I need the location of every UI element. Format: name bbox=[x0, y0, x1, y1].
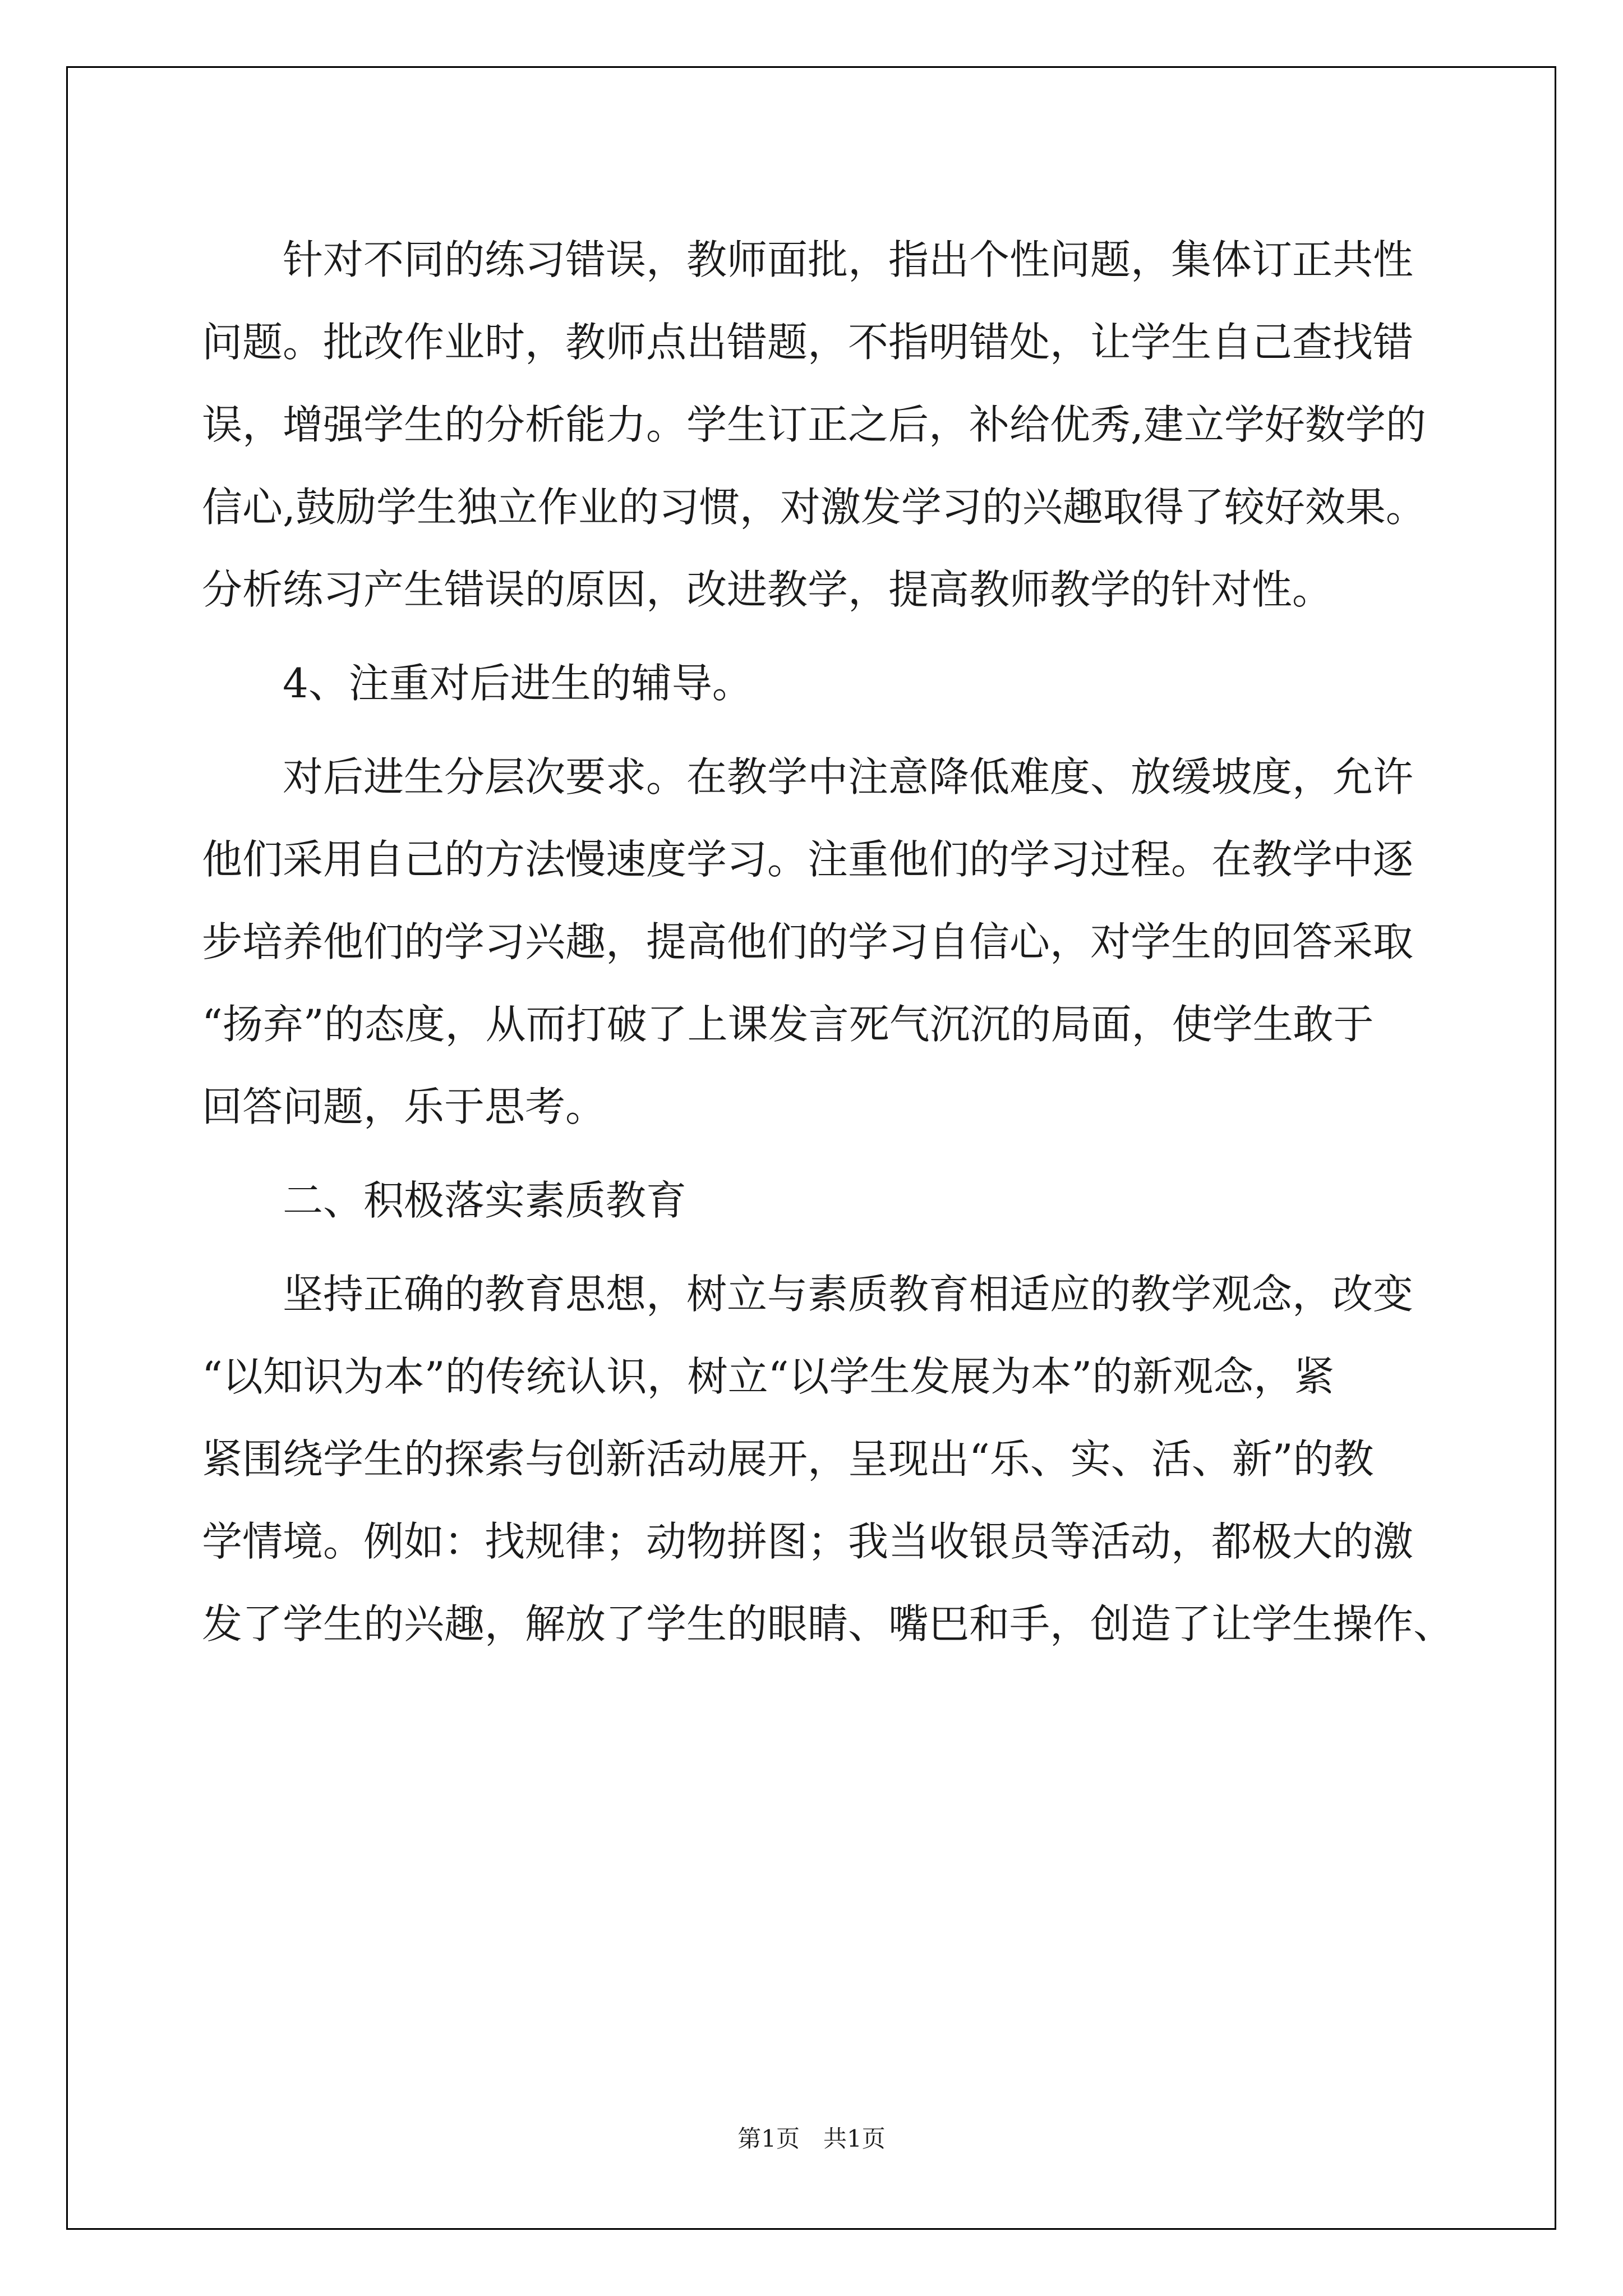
section-heading-2 bbox=[202, 1159, 1424, 1242]
text-line: 分析练习产生错误的原因，改进教学，提高教师教学的针对性。 bbox=[202, 566, 1333, 613]
text-line: 对后进生分层次要求。在教学中注意降低难度、放缓坡度，允许 bbox=[283, 753, 1414, 800]
text-line: 他们采用自己的方法慢速度学习。注重他们的学习过程。在教学中逐 bbox=[202, 836, 1414, 883]
section-heading-4 bbox=[202, 642, 1424, 725]
document-body bbox=[202, 219, 1454, 1677]
text-line: 坚持正确的教育思想，树立与素质教育相适应的教学观念，改变 bbox=[283, 1271, 1414, 1318]
paragraph-3 bbox=[202, 736, 1424, 1148]
text-line: 误，增强学生的分析能力。学生订正之后，补给优秀,建立学好数学的 bbox=[202, 401, 1426, 448]
text-line: 紧围绕学生的探索与创新活动展开，呈现出“乐、实、活、新”的教 bbox=[202, 1435, 1374, 1483]
paragraph-1 bbox=[202, 219, 1424, 631]
text-line: 信心,鼓励学生独立作业的习惯，对激发学习的兴趣取得了较好效果。 bbox=[202, 484, 1426, 531]
page-footer: 第1页 共1页 bbox=[737, 2125, 886, 2152]
text-line: 学情境。例如：找规律；动物拼图；我当收银员等活动，都极大的激 bbox=[202, 1518, 1414, 1565]
text-line: 二、积极落实素质教育 bbox=[283, 1177, 687, 1224]
text-line: 发了学生的兴趣，解放了学生的眼睛、嘴巴和手，创造了让学生操作、 bbox=[202, 1600, 1454, 1648]
paragraph-5 bbox=[202, 1253, 1454, 1665]
text-line: 回答问题，乐于思考。 bbox=[202, 1083, 606, 1130]
text-line: “以知识为本”的传统认识，树立“以学生发展为本”的新观念，紧 bbox=[202, 1353, 1335, 1400]
text-line: 步培养他们的学习兴趣，提高他们的学习自信心，对学生的回答采取 bbox=[202, 918, 1414, 965]
text-line: 针对不同的练习错误，教师面批，指出个性问题，集体订正共性 bbox=[283, 236, 1414, 283]
text-line: 问题。批改作业时，教师点出错题，不指明错处，让学生自己查找错 bbox=[202, 319, 1414, 366]
text-line: 4、注重对后进生的辅导。 bbox=[283, 660, 753, 707]
text-line: “扬弃”的态度，从而打破了上课发言死气沉沉的局面，使学生敢于 bbox=[202, 1001, 1374, 1048]
